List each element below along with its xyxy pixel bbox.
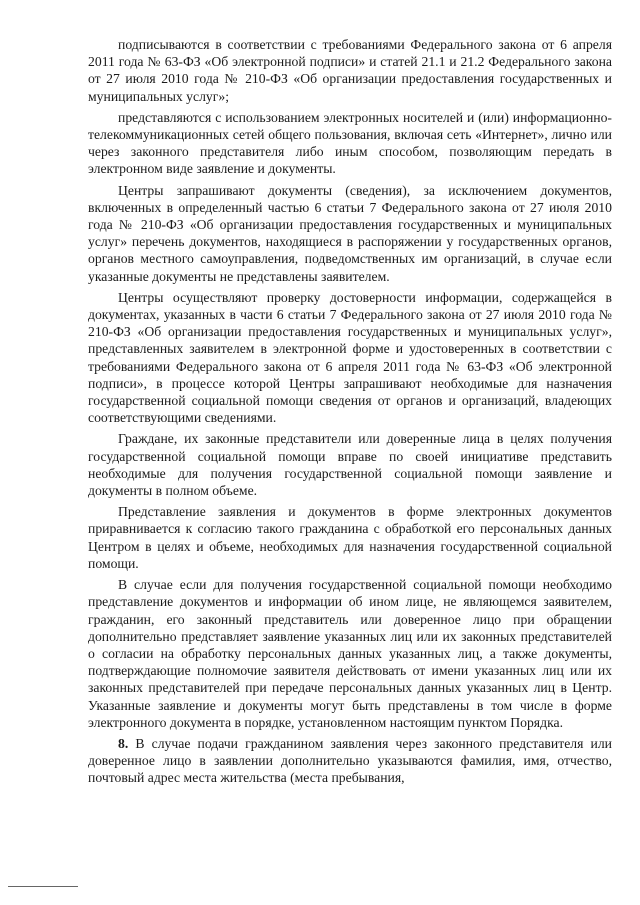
document-page <box>88 36 612 791</box>
item-number: 8. <box>118 735 129 751</box>
paragraph-signature-requirements: подписываются в соответствии с требованиями Федерального закона от 6 апреля 2011 года № 63-ФЗ «Об электронной подписи» и статей 21.1 и 21.2 Федерального закона от 27 июля 2010 года № 210-ФЗ «Об организации предоставления государственных и муниципальных услуг»; <box>88 37 612 104</box>
paragraph-item-8 <box>88 735 612 787</box>
paragraph-personal-data-consent: Представление заявления и документов в форме электронных документов приравнивается к согласию такого гражданина с обработкой его персональных данных Центром в целях и объеме, необходимых для назначения государственной социальной помощи. <box>88 504 612 571</box>
paragraph-citizen-initiative: Граждане, их законные представители или доверенные лица в целях получения государственной социальной помощи вправе по своей инициативе представить необходимые для получения государственной социальной помощи заявление и документы в полном объеме. <box>88 431 612 499</box>
item-8-text: В случае подачи гражданином заявления через законного представителя или доверенное лицо в заявлении дополнительно указываются фамилия, имя, отчество, почтовый адрес места жительства (места пребывания, <box>88 735 612 786</box>
footnote-separator <box>8 886 78 887</box>
paragraph-other-person-documents: В случае если для получения государственной социальной помощи необходимо представление документов и информации об ином лице, не являющемся заявителем, гражданин, его законный представитель или доверенное лицо при обращении дополнительно представляет заявление указанных лиц или их законных представителей о согласии на обработку персональных данных указанных лиц, а также документы, подтверждающие полномочие заявителя действовать от имени указанных лиц или их законных представителей при передаче персональных данных указанных лиц в Центр. Указанные заявление и документы могут быть представлены в том числе в форме электронного документа в порядке, установленном настоящим пунктом Порядка. <box>88 577 612 730</box>
paragraph-centers-request-documents: Центры запрашивают документы (сведения), за исключением документов, включенных в определенный частью 6 статьи 7 Федерального закона от 27 июля 2010 года № 210-ФЗ «Об организации предоставления государственных и муниципальных услуг» перечень документов, находящиеся в распоряжении у государственных органов, органов местного самоуправления, подведомственных им организаций, в случае если указанные документы не представлены заявителем. <box>88 182 612 284</box>
paragraph-verification: Центры осуществляют проверку достоверности информации, содержащейся в документах, указанных в части 6 статьи 7 Федерального закона от 27 июля 2010 года № 210-ФЗ «Об организации предоставления государственных и муниципальных услуг», представленных заявителем в электронной форме и удостоверенных в соответствии с требованиями Федерального закона от 6 апреля 2011 года № 63-ФЗ «Об электронной подписи», в процессе которой Центры запрашивают необходимые для назначения государственной социальной помощи сведения от органов и организаций, владеющих соответствующими сведениями. <box>88 289 612 426</box>
paragraph-electronic-submission: представляются с использованием электронных носителей и (или) информационно-телекоммуникационных сетей общего пользования, включая сеть «Интернет», лично или через законного представителя либо иным способом, позволяющим передать в электронном виде заявление и документы. <box>88 109 612 177</box>
